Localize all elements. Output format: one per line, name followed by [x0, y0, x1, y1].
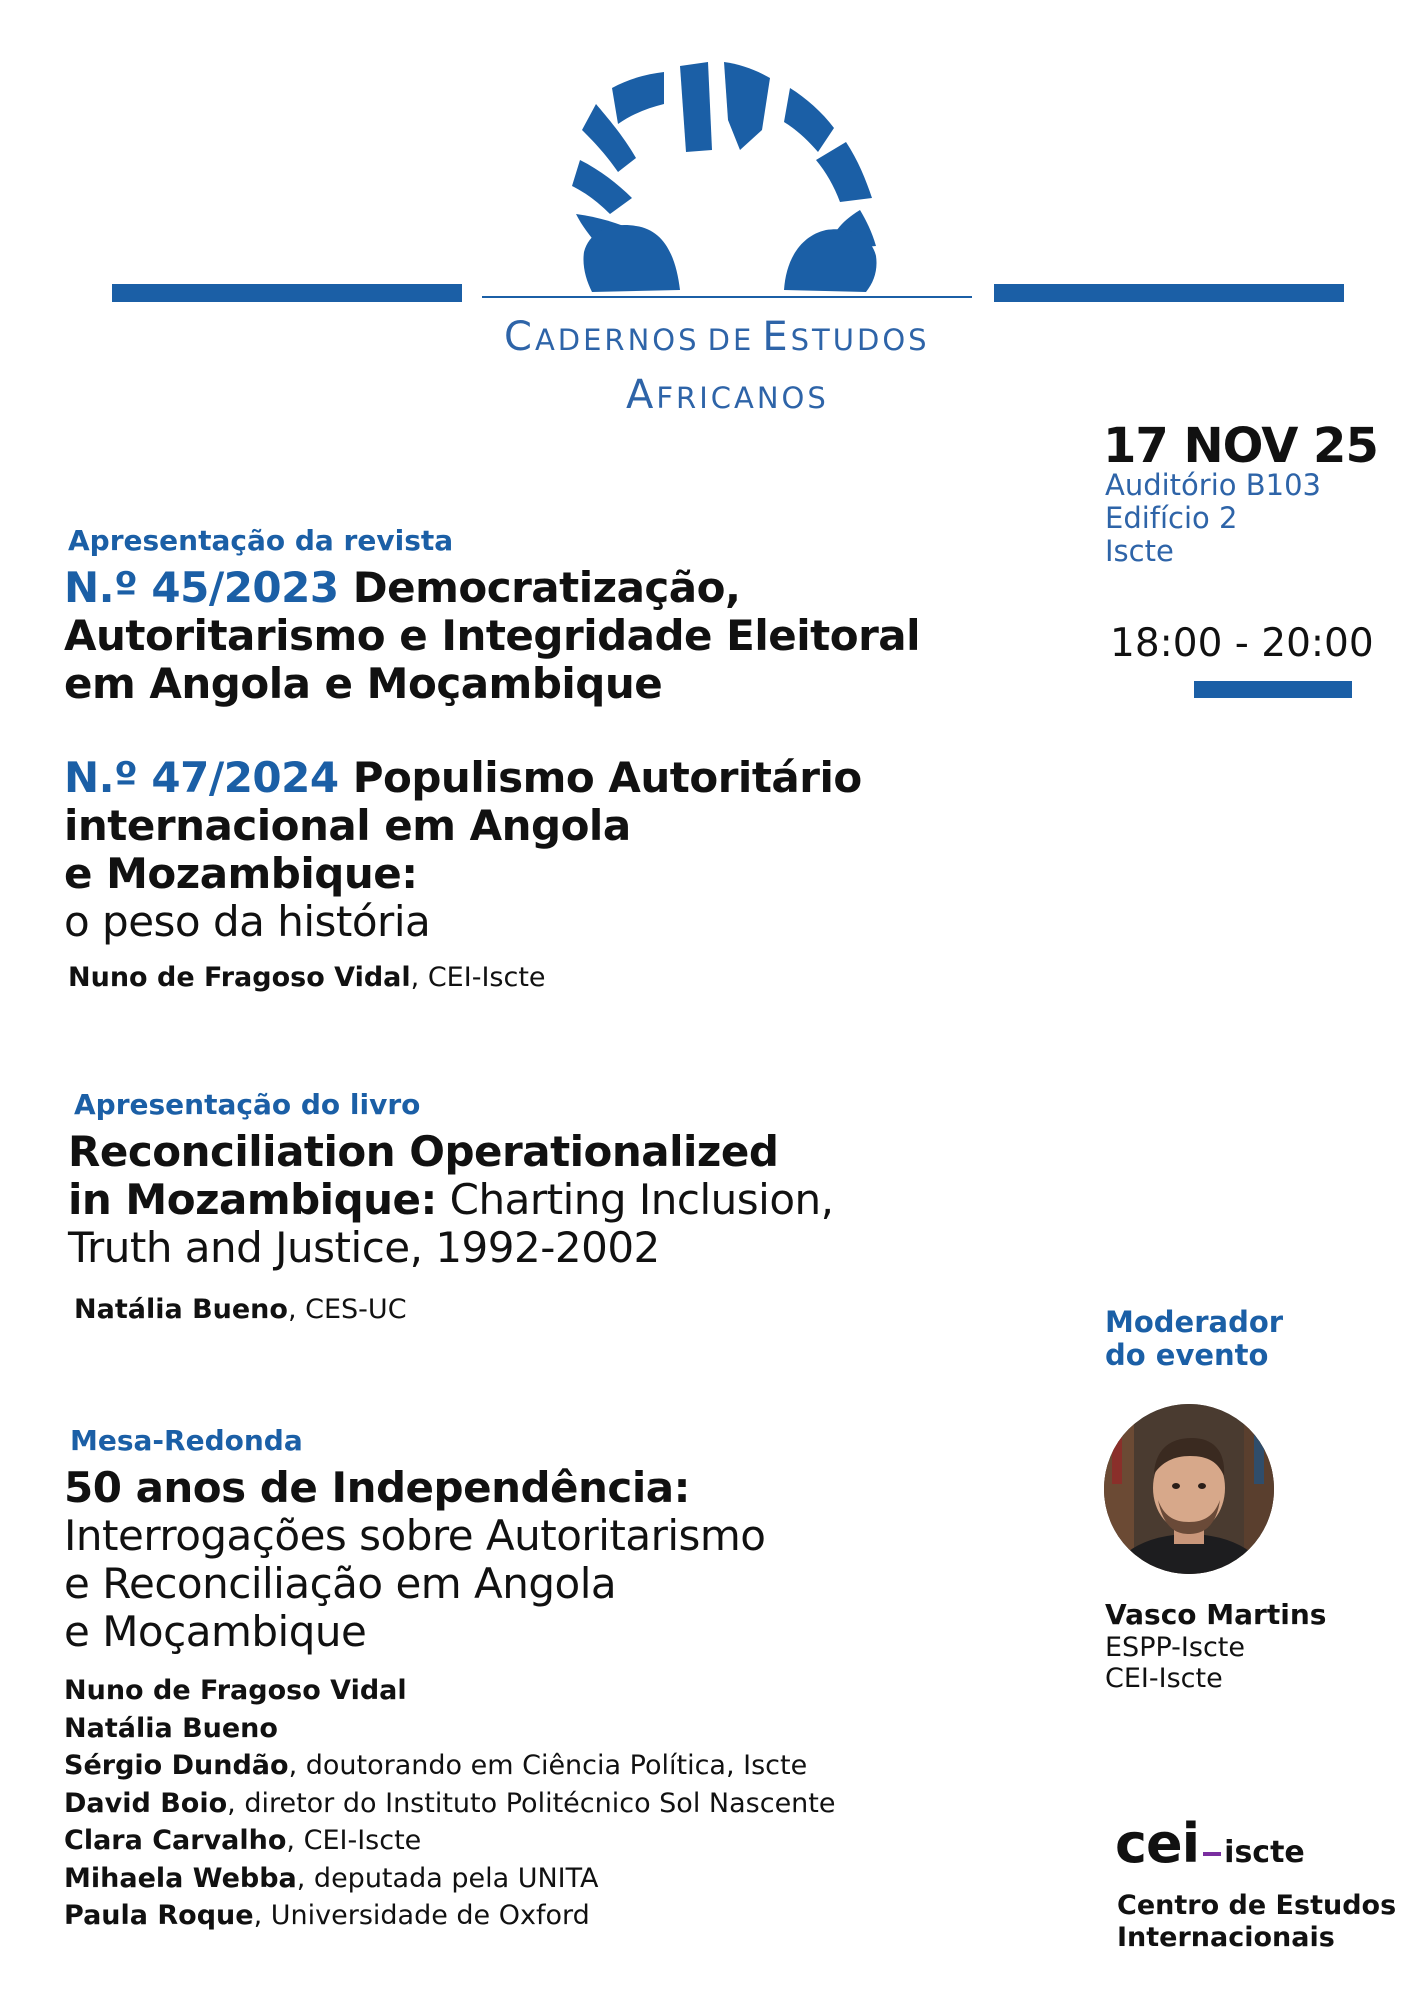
issue-47-subtitle: o peso da história	[64, 897, 431, 946]
issue-45-title: N.º 45/2023 Democratização, Autoritarismo e Integridade Eleitoral em Angola e Moçambique	[64, 563, 921, 708]
section-label-mesa: Mesa-Redonda	[70, 1424, 303, 1457]
issue-number: N.º 45/2023	[64, 563, 339, 612]
logo-line-2: AFRICANOS	[626, 372, 829, 418]
cei-subtitle: Centro de Estudos Internacionais	[1117, 1890, 1397, 1953]
list-item: Mihaela Webba, deputada pela UNITA	[64, 1862, 599, 1894]
venue-line: Edifício 2	[1105, 501, 1238, 535]
list-item: David Boio, diretor do Instituto Politécnico Sol Nascente	[64, 1787, 836, 1819]
cei-iscte-logo: cei iscte	[1115, 1812, 1305, 1875]
logo-line-1: CADERNOS DE ESTUDOS	[504, 314, 930, 360]
list-item: Clara Carvalho, CEI-Iscte	[64, 1825, 422, 1856]
header-bar-right	[994, 284, 1344, 302]
moderator-label: Moderador do evento	[1105, 1305, 1284, 1372]
event-date: 17 NOV 25	[1103, 418, 1378, 474]
moderator-affiliation: ESPP-Iscte	[1105, 1632, 1245, 1663]
issue-number: N.º 47/2024	[64, 753, 339, 802]
venue-line: Iscte	[1105, 534, 1174, 568]
section-label-livro: Apresentação do livro	[74, 1088, 421, 1121]
roundtable-subtitle: Interrogações sobre Autoritarismo e Reconciliação em Angola e Moçambique	[64, 1511, 766, 1656]
list-item: Paula Roque, Universidade de Oxford	[64, 1900, 590, 1931]
roundtable-title: 50 anos de Independência:	[64, 1463, 690, 1512]
section2-author: Natália Bueno, CES-UC	[74, 1294, 407, 1325]
moderator-avatar	[1104, 1404, 1274, 1574]
header-bar-left	[112, 284, 462, 302]
cei-underscore	[1203, 1852, 1221, 1856]
list-item: Natália Bueno	[64, 1712, 278, 1744]
cadernos-logo-emblem	[0, 0, 1414, 320]
time-underline	[1194, 681, 1352, 698]
moderator-affiliation: CEI-Iscte	[1105, 1663, 1223, 1694]
participant-list	[64, 1672, 836, 1935]
list-item: Nuno de Fragoso Vidal	[64, 1675, 407, 1706]
list-item: Sérgio Dundão, doutorando em Ciência Política, Iscte	[64, 1750, 808, 1781]
moderator-name: Vasco Martins	[1105, 1598, 1327, 1631]
event-time: 18:00 - 20:00	[1110, 621, 1374, 666]
logo-rule	[482, 296, 972, 298]
venue-line: Auditório B103	[1105, 468, 1321, 502]
book-title: Reconciliation Operationalized in Mozambique: Charting Inclusion, Truth and Justice, 1992-2002	[68, 1127, 834, 1272]
section1-author: Nuno de Fragoso Vidal, CEI-Iscte	[68, 962, 546, 993]
section-label-revista: Apresentação da revista	[68, 524, 454, 557]
issue-47-title: N.º 47/2024 Populismo Autoritário internacional em Angola e Mozambique: o peso da história	[64, 753, 862, 946]
